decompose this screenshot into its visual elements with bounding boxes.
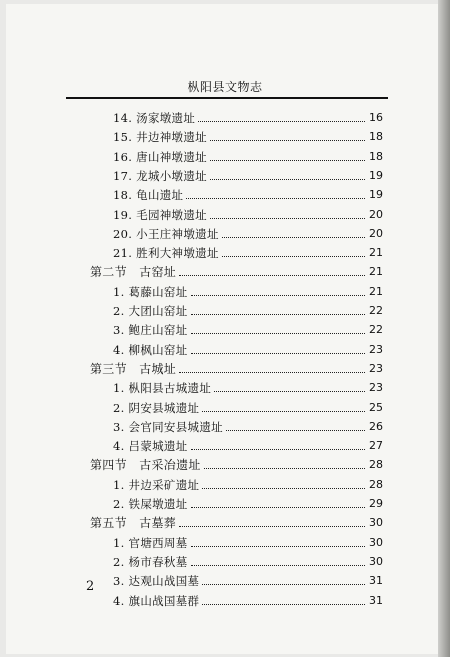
toc-leader-dots [202, 411, 365, 412]
toc-entry-row [113, 570, 383, 588]
toc-page-number: 30 [369, 516, 383, 530]
running-header-title: 枞阳县文物志 [187, 80, 263, 94]
toc-entry-label: 3. 达观山战国墓 [113, 574, 200, 589]
toc-leader-dots [210, 179, 365, 180]
toc-page-number: 21 [369, 246, 383, 260]
toc-entry-label: 19. 毛园神墩遗址 [113, 207, 207, 222]
toc-page-number: 21 [369, 284, 383, 298]
toc-entry-label: 1. 葛藤山窑址 [113, 284, 188, 299]
toc-entry-label: 3. 鲍庄山窑址 [113, 323, 188, 338]
toc-entry-row [113, 223, 383, 241]
toc-leader-dots [214, 391, 365, 392]
toc-leader-dots [202, 604, 365, 605]
toc-page-number: 27 [369, 439, 383, 453]
toc-page-number: 28 [369, 458, 383, 472]
toc-page-number: 18 [369, 130, 383, 144]
toc-entry-label: 4. 吕蒙城遗址 [113, 439, 188, 454]
toc-leader-dots [191, 507, 365, 508]
toc-leader-dots [222, 256, 365, 257]
toc-entry-row [113, 397, 383, 415]
toc-leader-dots [191, 353, 365, 354]
toc-leader-dots [191, 565, 365, 566]
toc-leader-dots [191, 546, 365, 547]
toc-section-row [90, 512, 383, 530]
toc-entry-row [113, 126, 383, 144]
toc-section-row [90, 358, 383, 376]
toc-entry-label: 3. 会官同安县城遗址 [113, 419, 223, 434]
toc-entry-row [113, 474, 383, 492]
toc-entry-row [113, 493, 383, 511]
toc-entry-row [113, 184, 383, 202]
toc-page-number: 23 [369, 361, 383, 375]
toc-leader-dots [191, 333, 365, 334]
toc-leader-dots [191, 314, 365, 315]
toc-entry-row [113, 281, 383, 299]
toc-entry-label: 第三节 古城址 [90, 361, 177, 376]
toc-entry-label: 2. 铁屎墩遗址 [113, 497, 188, 511]
toc-page-number: 23 [369, 342, 383, 356]
page-number: 2 [86, 579, 95, 594]
toc-leader-dots [202, 488, 365, 489]
toc-leader-dots [179, 275, 365, 276]
toc-page-number: 22 [369, 323, 383, 337]
toc-page-number: 28 [369, 477, 383, 491]
toc-leader-dots [210, 218, 365, 219]
toc-leader-dots [179, 372, 365, 373]
page-edge-shadow [438, 0, 450, 657]
toc-page-number: 18 [369, 149, 383, 163]
toc-leader-dots [204, 468, 365, 469]
toc-entry-label: 第四节 古采冶遗址 [90, 458, 201, 473]
toc-section-row [90, 261, 383, 279]
toc-leader-dots [202, 584, 365, 585]
toc-entry-label: 4. 旗山战国墓群 [113, 593, 200, 608]
toc-entry-label: 2. 阴安县城遗址 [113, 400, 200, 415]
toc-entry-label: 16. 唐山神墩遗址 [113, 149, 207, 164]
toc-leader-dots [191, 449, 365, 450]
toc-page-number: 16 [369, 111, 383, 124]
toc-entry-label: 21. 胜利大神墩遗址 [113, 246, 219, 261]
toc-section-row [90, 454, 383, 472]
toc-entry-label: 14. 汤家墩遗址 [113, 111, 196, 125]
toc-entry-label: 第二节 古窑址 [90, 265, 177, 280]
toc-page-number: 20 [369, 207, 383, 221]
toc-page-number: 22 [369, 304, 383, 317]
toc-entry-row [113, 319, 383, 337]
toc-entry-row [113, 377, 383, 395]
toc-entry-label: 1. 枞阳县古城遗址 [113, 381, 212, 396]
toc-entry-label: 15. 井边神墩遗址 [113, 130, 207, 145]
toc-entry-row [113, 551, 383, 569]
toc-entry-row [113, 165, 383, 183]
toc-page-number: 25 [369, 400, 383, 414]
toc-page-number: 19 [369, 188, 383, 202]
toc-entry-row [113, 242, 383, 260]
toc-entry-label: 18. 龟山遗址 [113, 188, 184, 203]
toc-entry-label: 17. 龙城小墩遗址 [113, 168, 207, 183]
toc-entry-row [113, 146, 383, 164]
toc-entry-label: 1. 官塘西周墓 [113, 535, 188, 550]
toc-entry-label: 2. 大团山窑址 [113, 304, 188, 318]
toc-entry-row [113, 300, 383, 318]
toc-leader-dots [210, 160, 365, 161]
toc-entry-row [113, 435, 383, 453]
toc-page-number: 23 [369, 381, 383, 395]
toc-entry-row [113, 590, 383, 608]
toc-page-number: 29 [369, 497, 383, 510]
toc-leader-dots [198, 121, 365, 122]
toc-entry-label: 20. 小王庄神墩遗址 [113, 226, 219, 241]
toc-entry-row [113, 204, 383, 222]
toc-leader-dots [191, 295, 365, 296]
toc-page-number: 21 [369, 265, 383, 279]
toc-page-number: 30 [369, 554, 383, 568]
toc-entry-row [113, 107, 383, 125]
toc-entry-label: 1. 井边采矿遗址 [113, 477, 200, 492]
toc-leader-dots [226, 430, 365, 431]
toc-entry-label: 2. 杨市春秋墓 [113, 554, 188, 569]
toc-leader-dots [210, 140, 365, 141]
toc-page-number: 20 [369, 226, 383, 240]
toc-page-number: 31 [369, 593, 383, 607]
toc-entry-label: 第五节 古墓葬 [90, 516, 177, 531]
toc-page-number: 31 [369, 574, 383, 588]
toc-entry-row [113, 532, 383, 550]
toc-page-number: 30 [369, 535, 383, 549]
toc-entry-row [113, 416, 383, 434]
toc-leader-dots [186, 198, 365, 199]
header-rule [66, 97, 388, 99]
toc-page-number: 26 [369, 419, 383, 433]
toc-page-number: 19 [369, 168, 383, 182]
toc-entry-label: 4. 柳枫山窑址 [113, 342, 188, 357]
toc-entry-row [113, 339, 383, 357]
toc-leader-dots [179, 526, 365, 527]
toc-leader-dots [222, 237, 365, 238]
